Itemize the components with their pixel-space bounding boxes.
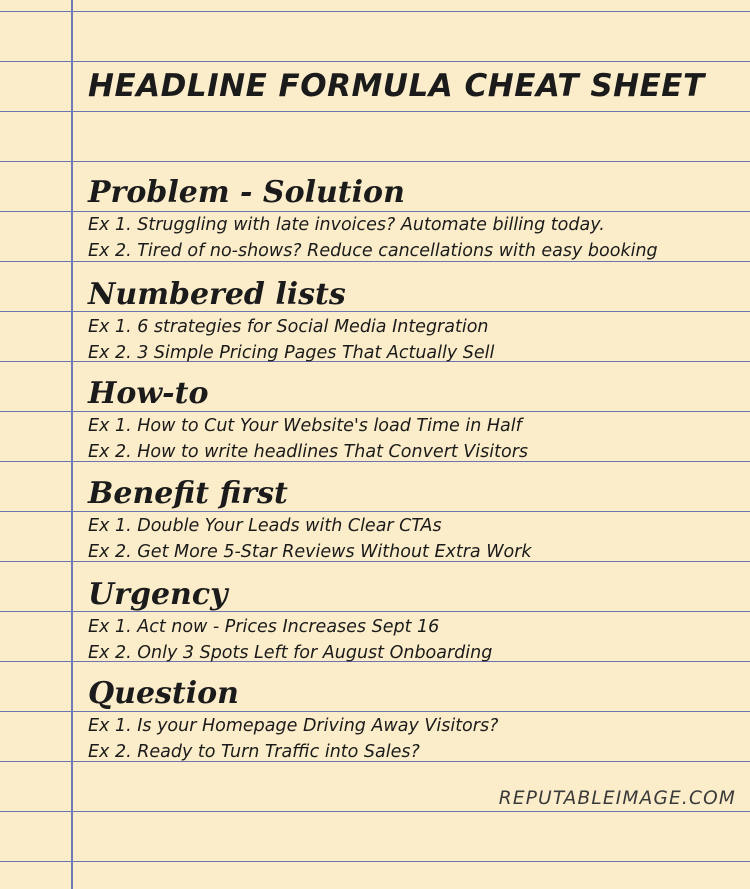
section-heading: How-to [88, 376, 209, 411]
example-line: Ex 2. Ready to Turn Traffic into Sales? [88, 742, 420, 762]
example-line: Ex 1. Double Your Leads with Clear CTAs [88, 516, 442, 536]
example-line: Ex 2. 3 Simple Pricing Pages That Actually Sell [88, 343, 495, 363]
example-line: Ex 1. Struggling with late invoices? Automate billing today. [88, 215, 605, 235]
section-heading: Benefit first [88, 476, 288, 511]
margin-line [71, 0, 73, 889]
section-problem-solution [88, 174, 658, 264]
section-numbered-lists [88, 276, 494, 366]
example-line: Ex 1. 6 strategies for Social Media Integration [88, 317, 489, 337]
example-line: Ex 2. Only 3 Spots Left for August Onboarding [88, 643, 493, 663]
section-question [88, 675, 498, 765]
page-title: HEADLINE FORMULA CHEAT SHEET [88, 68, 705, 104]
example-line: Ex 2. Tired of no-shows? Reduce cancellations with easy booking [88, 241, 658, 261]
section-urgency [88, 576, 492, 666]
section-benefit-first [88, 475, 532, 565]
example-line: Ex 1. How to Cut Your Website's load Time in Half [88, 416, 522, 436]
example-line: Ex 1. Is your Homepage Driving Away Visitors? [88, 716, 499, 736]
site-watermark: REPUTABLEIMAGE.COM [498, 788, 736, 809]
section-heading: Question [88, 676, 239, 711]
section-heading: Numbered lists [88, 277, 346, 312]
section-heading: Problem - Solution [88, 175, 405, 210]
example-line: Ex 2. How to write headlines That Convert Visitors [88, 442, 529, 462]
example-line: Ex 2. Get More 5-Star Reviews Without Extra Work [88, 542, 532, 562]
example-line: Ex 1. Act now - Prices Increases Sept 16 [88, 617, 440, 637]
section-heading: Urgency [88, 577, 228, 612]
section-how-to [88, 375, 528, 465]
